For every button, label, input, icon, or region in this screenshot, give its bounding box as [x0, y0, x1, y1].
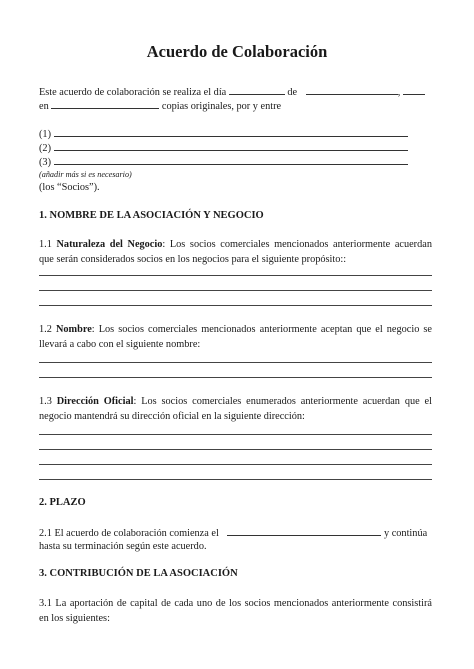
- section-2-heading: 2. PLAZO: [39, 497, 86, 508]
- clause-2-1-line-1: [39, 525, 427, 541]
- clause-1-2-answer-line-1[interactable]: [39, 362, 432, 363]
- clause-1-2-bold-label: Nombre: [55, 324, 92, 335]
- partner-3-blank-field[interactable]: [54, 154, 408, 165]
- clause-1-2-answer-line-2[interactable]: [39, 377, 432, 378]
- partner-line-3: [39, 154, 408, 170]
- clause-1-1-number: 1.1: [39, 239, 52, 250]
- clause-1-2-line-2: llevará a cabo con el siguiente nombre:: [39, 339, 201, 350]
- month-blank-field[interactable]: [306, 84, 398, 95]
- add-more-note: (añadir más si es necesario): [39, 170, 132, 179]
- clause-1-3-bold-label: Dirección Oficial: [56, 396, 134, 407]
- year-blank-field[interactable]: [403, 84, 425, 95]
- intro-text-de: de: [287, 87, 298, 98]
- clause-1-2-line-1: [39, 323, 432, 337]
- clause-1-2-text: : Los socios comerciales mencionados anteriormente aceptan que el negocio se: [91, 324, 432, 335]
- clause-2-1-line-2: hasta su terminación según este acuerdo.: [39, 541, 207, 552]
- clause-1-1-line-2: que serán considerados socios en los negocios para el siguiente propósito::: [39, 254, 347, 265]
- clause-3-1-line-1: 3.1 La aportación de capital de cada uno de los socios mencionados anteriormente consistirá: [39, 598, 432, 609]
- intro-text-day: Este acuerdo de colaboración se realiza el día: [39, 87, 227, 98]
- partner-number-3: (3): [39, 157, 52, 168]
- partner-1-blank-field[interactable]: [54, 126, 408, 137]
- clause-1-1-answer-line-1[interactable]: [39, 275, 432, 276]
- clause-1-1-bold-label: Naturaleza del Negocio: [56, 239, 163, 250]
- clause-1-3-answer-line-2[interactable]: [39, 449, 432, 450]
- clause-1-1-text: : Los socios comerciales mencionados anteriormente acuerdan: [162, 239, 432, 250]
- partner-number-2: (2): [39, 143, 52, 154]
- clause-1-3-line-1: [39, 395, 432, 409]
- section-3-heading: 3. CONTRIBUCIÓN DE LA ASOCIACIÓN: [39, 568, 238, 579]
- copies-blank-field[interactable]: [51, 98, 159, 109]
- clause-3-1-line-2: en los siguientes:: [39, 613, 110, 624]
- intro-comma: ,: [397, 87, 401, 98]
- clause-1-1-answer-line-2[interactable]: [39, 290, 432, 291]
- intro-text-en: en: [39, 101, 49, 112]
- start-date-blank-field[interactable]: [227, 525, 381, 536]
- clause-1-1-line-1: [39, 238, 432, 252]
- partner-number-1: (1): [39, 129, 52, 140]
- clause-1-2-number: 1.2: [39, 324, 52, 335]
- clause-1-1-answer-line-3[interactable]: [39, 305, 432, 306]
- clause-1-3-answer-line-3[interactable]: [39, 464, 432, 465]
- document-title: Acuerdo de Colaboración: [146, 42, 328, 61]
- clause-1-3-text: : Los socios comerciales enumerados anteriormente acuerdan que el: [133, 396, 432, 407]
- clause-1-3-answer-line-4[interactable]: [39, 479, 432, 480]
- day-blank-field[interactable]: [229, 84, 285, 95]
- clause-1-3-line-2: negocio mantendrá su dirección oficial en la siguiente dirección:: [39, 411, 305, 422]
- clause-1-3-number: 1.3: [39, 396, 52, 407]
- section-1-heading: 1. NOMBRE DE LA ASOCIACIÓN Y NEGOCIO: [39, 210, 264, 221]
- socios-label: (los “Socios”).: [39, 182, 100, 193]
- clause-2-1-text-a: 2.1 El acuerdo de colaboración comienza el: [39, 528, 219, 539]
- intro-line-2: [39, 98, 281, 114]
- intro-text-copies: copias originales, por y entre: [161, 101, 282, 112]
- clause-2-1-text-b: y continúa: [383, 528, 428, 539]
- partner-2-blank-field[interactable]: [54, 140, 408, 151]
- clause-1-3-answer-line-1[interactable]: [39, 434, 432, 435]
